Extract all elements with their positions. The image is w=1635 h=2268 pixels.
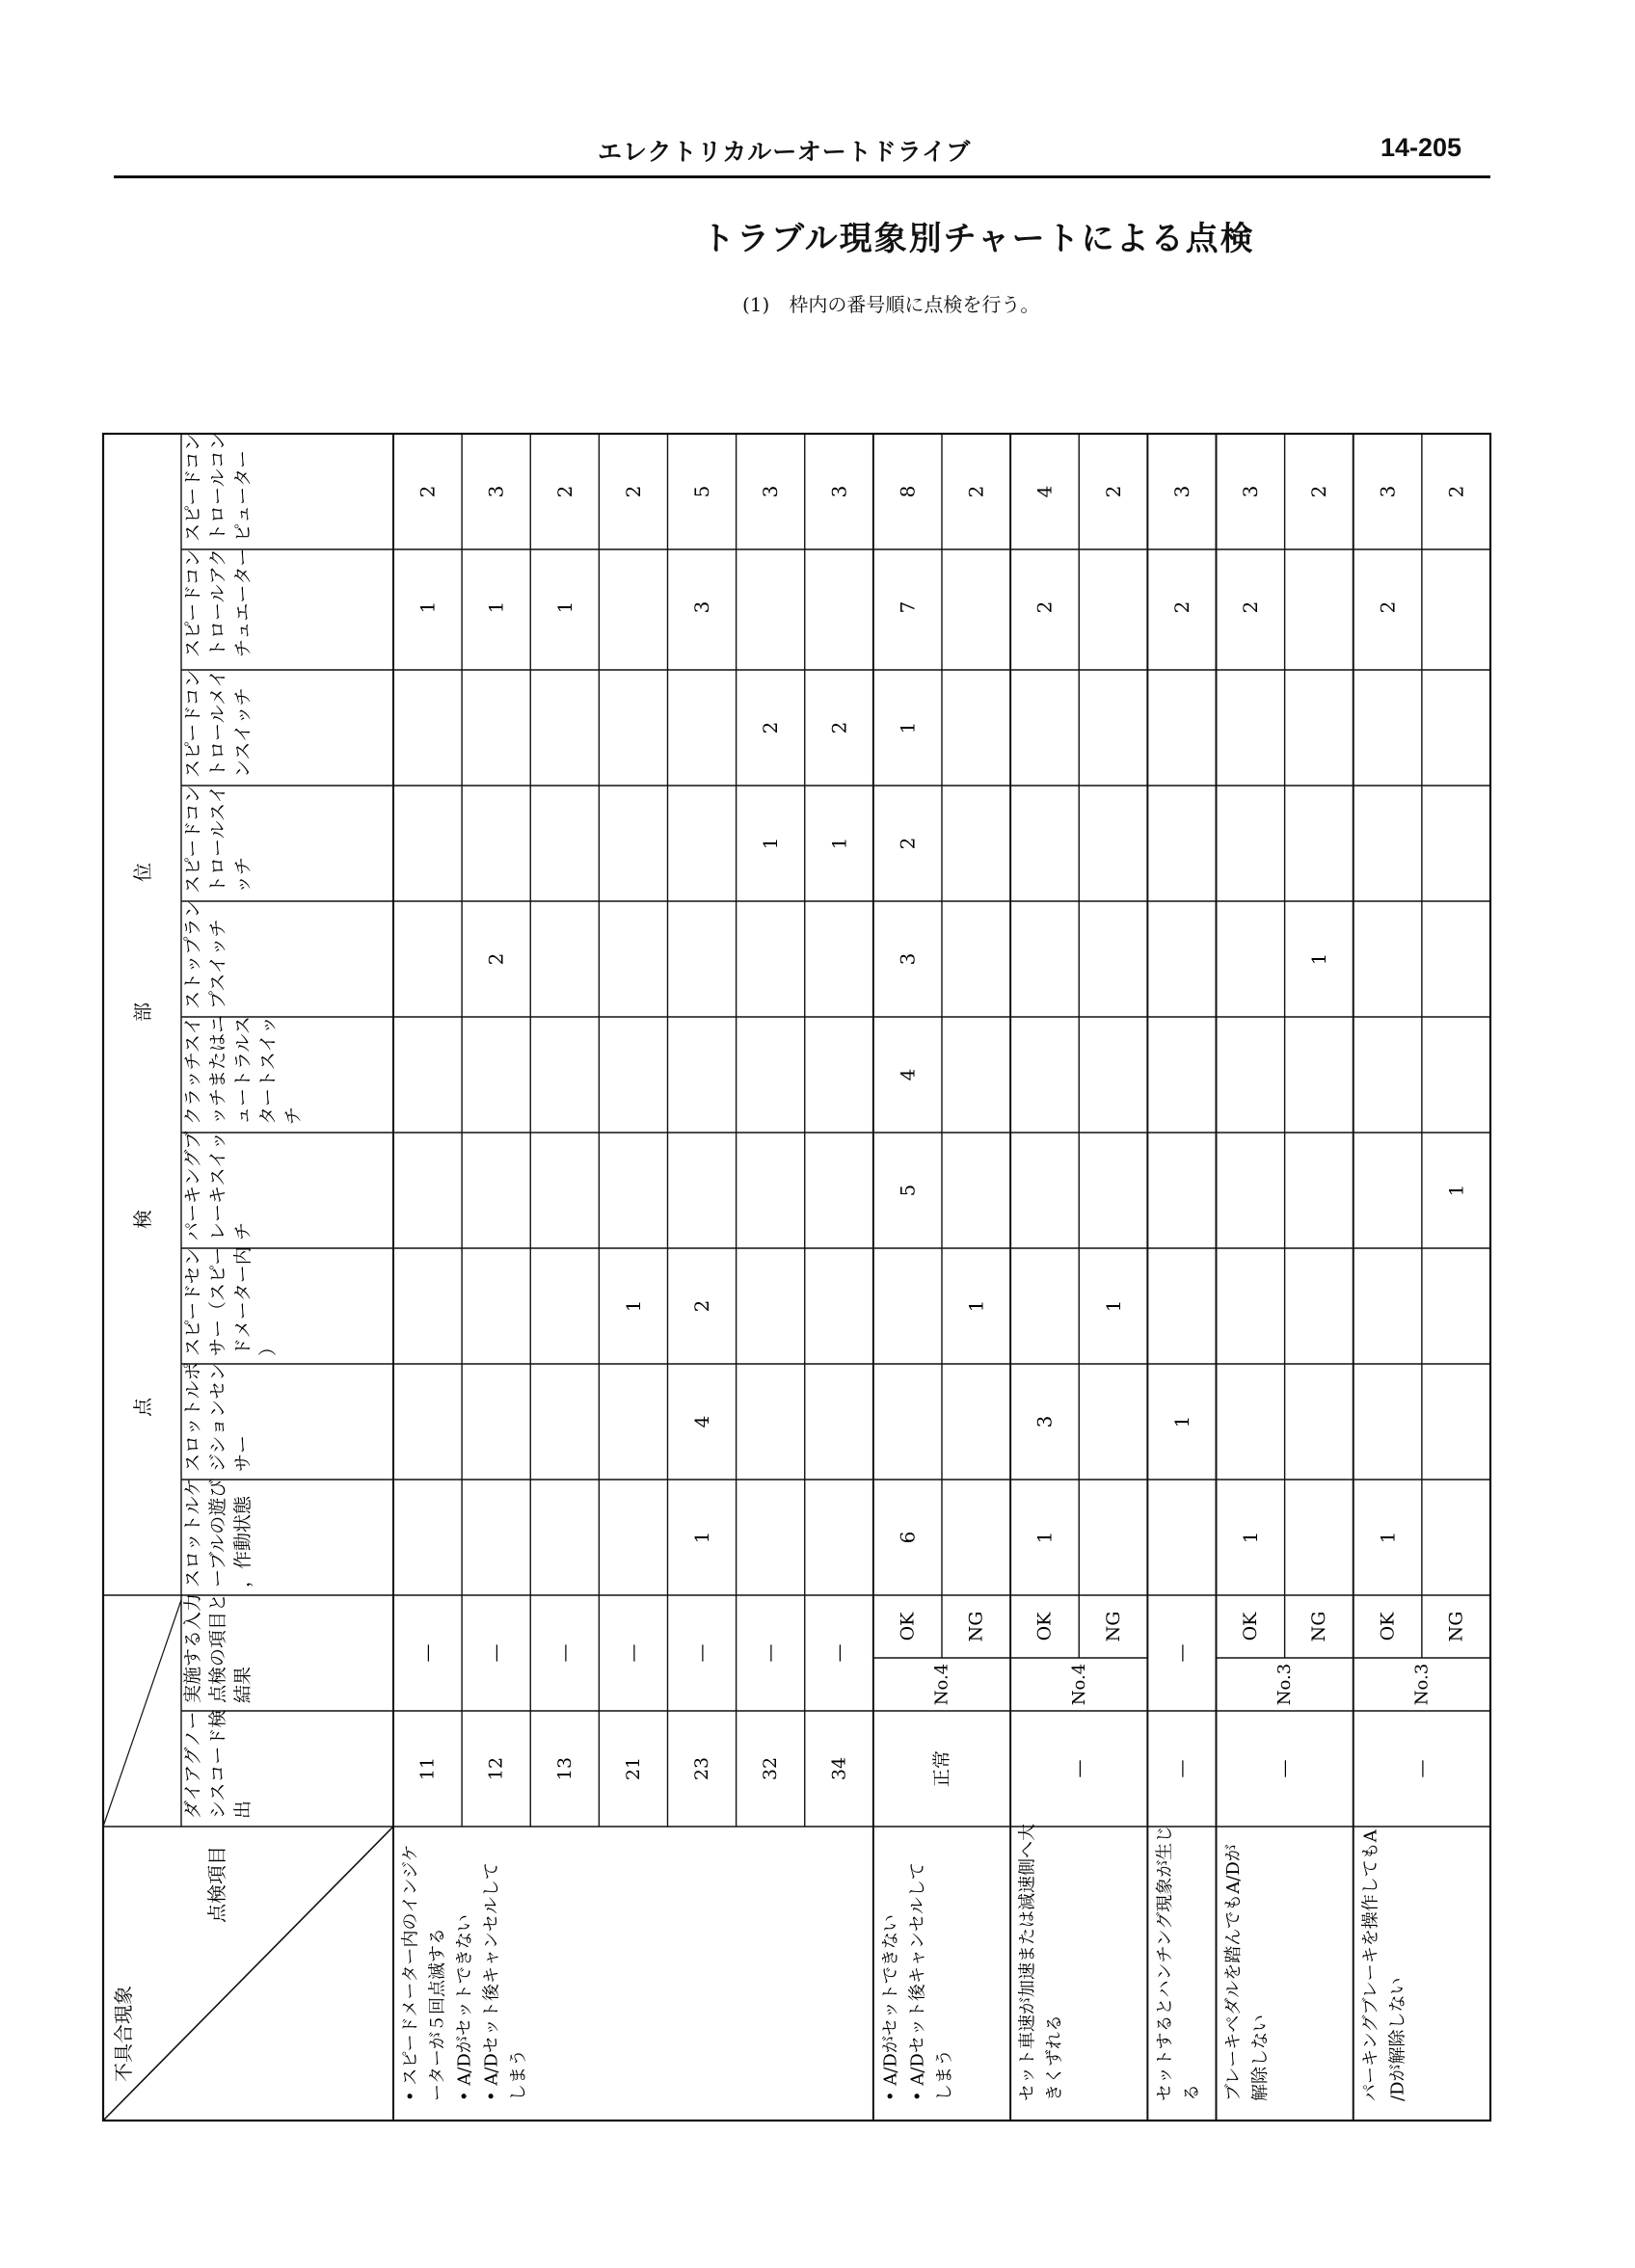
cell-value: 1 — [827, 837, 851, 850]
part-header: スピードコン — [182, 785, 203, 894]
part-header: パーキングブ — [182, 1131, 203, 1241]
cell-value: 7 — [896, 600, 920, 614]
cell-value: 2 — [690, 1299, 714, 1313]
input-header: 結果 — [232, 1666, 254, 1703]
diag-code: 12 — [485, 1756, 507, 1781]
part-header: ） — [257, 1337, 279, 1356]
part-header: ストップラン — [182, 899, 203, 1009]
part-header: トロールメイ — [207, 669, 228, 778]
cell-value: 4 — [690, 1415, 714, 1428]
part-header: スピードセン — [182, 1247, 203, 1356]
input-result: — — [828, 1643, 850, 1663]
cell-value: 2 — [1101, 485, 1125, 498]
diag-code: 21 — [622, 1756, 644, 1781]
cell-value: 6 — [896, 1531, 920, 1544]
cell-value: 1 — [552, 600, 576, 614]
cell-value: 1 — [964, 1299, 988, 1313]
cell-value: 3 — [484, 485, 508, 498]
part-header: サー — [232, 1434, 254, 1472]
group-label-char: 検 — [131, 1210, 154, 1229]
diag-header: 出 — [232, 1800, 254, 1819]
part-header: クラッチスイ — [182, 1016, 203, 1125]
symptom-text: セット車速が加速または減速側へ大 — [1017, 1824, 1038, 2101]
cell-value: 1 — [1239, 1531, 1263, 1544]
corner-diagonal-upper — [103, 1600, 181, 1827]
diag-code: 32 — [760, 1756, 782, 1781]
symptom-text: • A/Dがセットできない — [454, 1914, 475, 2101]
input-result: NG — [1102, 1611, 1124, 1642]
symptom-text: • スピードメーター内のインジケ — [400, 1844, 421, 2101]
part-header: ッチまたはニ — [207, 1014, 228, 1125]
cell-value: 3 — [1032, 1415, 1057, 1428]
symptom-text: 解除しない — [1250, 2015, 1271, 2101]
input-result: — — [622, 1643, 644, 1663]
part-header: ッチ — [232, 856, 254, 894]
corner-symptom-label: 不具合現象 — [112, 1986, 135, 2082]
group-label-char: 部 — [131, 1002, 154, 1022]
part-header: サー（スピー — [207, 1246, 228, 1356]
part-header: レーキスイッ — [207, 1132, 228, 1241]
part-header: トロールスイ — [207, 785, 228, 894]
cell-value: 2 — [1239, 600, 1263, 614]
part-header: スピードコン — [182, 669, 203, 778]
symptom-text: • A/Dセット後キャンセルして — [907, 1862, 928, 2101]
page-title: トラブル現象別チャートによる点検 — [702, 220, 1255, 258]
input-header: 実施する入力 — [182, 1592, 203, 1703]
table-border — [103, 434, 1490, 2121]
diag-code: 34 — [828, 1756, 850, 1781]
symptom-text: ーターが５回点滅する — [427, 1928, 448, 2101]
part-header: トロールアク — [207, 547, 228, 657]
input-result: NG — [965, 1611, 987, 1642]
cell-value: 4 — [896, 1068, 920, 1081]
part-header: トロールコン — [207, 432, 228, 542]
input-number: No.3 — [1411, 1663, 1433, 1706]
cell-value: 2 — [415, 485, 440, 498]
corner-diagonal — [103, 1827, 393, 2121]
symptom-text: • A/Dセット後キャンセルして — [481, 1862, 502, 2101]
cell-value: 5 — [896, 1184, 920, 1197]
part-header: チ — [282, 1106, 304, 1125]
symptom-text: /Dが解除しない — [1387, 1977, 1408, 2101]
cell-value: 1 — [1444, 1184, 1468, 1197]
cell-value: 3 — [827, 485, 851, 498]
part-header: プスイッチ — [207, 919, 228, 1009]
input-result: — — [1170, 1643, 1193, 1663]
cell-value: 1 — [1032, 1531, 1057, 1544]
input-result: OK — [1377, 1612, 1399, 1641]
symptom-text: る — [1181, 2084, 1202, 2101]
input-result: — — [416, 1643, 439, 1663]
corner-item-label: 点検項目 — [205, 1846, 228, 1923]
part-header: ピューター — [232, 449, 254, 542]
cell-value: 2 — [1032, 600, 1057, 614]
part-header: タートスイッ — [257, 1015, 279, 1125]
diag-code: 23 — [691, 1756, 713, 1781]
cell-value: 2 — [964, 485, 988, 498]
input-result: — — [760, 1643, 782, 1663]
part-header: スピードコン — [182, 548, 203, 657]
input-result: — — [485, 1643, 507, 1663]
symptom-text: しまう — [508, 2049, 529, 2101]
cell-value: 1 — [1169, 1415, 1193, 1428]
diag-header: ダイアグノー — [182, 1711, 203, 1819]
cell-value: 2 — [1376, 600, 1400, 614]
cell-value: 1 — [759, 837, 783, 850]
cell-value: 2 — [896, 837, 920, 850]
part-header: ジションセン — [207, 1362, 228, 1472]
diag-code: — — [1273, 1759, 1296, 1778]
input-result: OK — [1240, 1612, 1262, 1641]
cell-value: 8 — [896, 485, 920, 498]
input-number: No.4 — [1068, 1663, 1089, 1706]
input-result: — — [691, 1643, 713, 1663]
cell-value: 3 — [896, 952, 920, 966]
input-result: — — [553, 1643, 576, 1663]
part-header: ドメーター内 — [232, 1246, 254, 1356]
part-header: ，作動状態 — [232, 1495, 254, 1588]
cell-value: 3 — [759, 485, 783, 498]
part-header: ンスイッチ — [232, 687, 254, 778]
input-number: No.4 — [931, 1663, 952, 1706]
symptom-text: パーキングブレーキを操作してもA — [1360, 1829, 1381, 2101]
cell-value: 3 — [1169, 485, 1193, 498]
diag-code: 13 — [553, 1756, 576, 1781]
cell-value: 3 — [690, 600, 714, 614]
diag-code: — — [1170, 1759, 1193, 1778]
part-header: スロットルケ — [182, 1478, 203, 1588]
group-label-char: 点 — [131, 1398, 154, 1417]
symptom-text: しまう — [934, 2049, 955, 2101]
diag-code: — — [1068, 1759, 1090, 1778]
cell-value: 2 — [1444, 485, 1468, 498]
diag-code: 11 — [416, 1756, 439, 1781]
cell-value: 3 — [1239, 485, 1263, 498]
cell-value: 1 — [484, 600, 508, 614]
cell-value: 2 — [827, 721, 851, 734]
cell-value: 5 — [690, 485, 714, 498]
cell-value: 2 — [1307, 485, 1331, 498]
cell-value: 2 — [1169, 600, 1193, 614]
cell-value: 4 — [1032, 485, 1057, 498]
cell-value: 1 — [415, 600, 440, 614]
diag-code: — — [1410, 1759, 1433, 1778]
input-result: NG — [1445, 1611, 1467, 1642]
symptom-text: セットするとハンチング現象が生じ — [1154, 1825, 1175, 2101]
symptom-text: ブレーキペダルを踏んでもA/Dが — [1223, 1844, 1244, 2101]
page-number: 14-205 — [1380, 133, 1462, 162]
cell-value: 2 — [621, 485, 645, 498]
cell-value: 2 — [552, 485, 576, 498]
symptom-text: きくずれる — [1044, 2015, 1065, 2101]
group-label-char: 位 — [131, 863, 154, 882]
part-header: スピードコン — [182, 433, 203, 542]
input-number: No.3 — [1274, 1663, 1296, 1706]
diag-code: 正常 — [931, 1749, 952, 1788]
part-header: チュエーター — [232, 547, 254, 657]
input-result: NG — [1308, 1611, 1330, 1642]
cell-value: 1 — [896, 721, 920, 734]
diag-header: シスコード検 — [207, 1709, 228, 1819]
cell-value: 2 — [759, 721, 783, 734]
part-header: ュートラルス — [232, 1016, 254, 1125]
header-title: エレクトリカルーオートドライブ — [598, 138, 972, 166]
part-header: チ — [232, 1221, 254, 1241]
input-result: OK — [897, 1612, 919, 1641]
cell-value: 2 — [484, 952, 508, 966]
input-result: OK — [1033, 1612, 1056, 1641]
part-header: ーブルの遊び — [207, 1479, 228, 1588]
cell-value: 1 — [1101, 1299, 1125, 1313]
cell-value: 3 — [1376, 485, 1400, 498]
cell-value: 1 — [1307, 952, 1331, 966]
cell-value: 1 — [1376, 1531, 1400, 1544]
instruction-text: (1) 枠内の番号順に点検を行う。 — [742, 293, 1040, 316]
part-header: スロットルポ — [182, 1362, 203, 1472]
symptom-text: • A/Dがセットできない — [880, 1914, 901, 2101]
cell-value: 1 — [621, 1299, 645, 1313]
cell-value: 1 — [690, 1531, 714, 1544]
input-header: 点検の項目と — [207, 1592, 228, 1703]
